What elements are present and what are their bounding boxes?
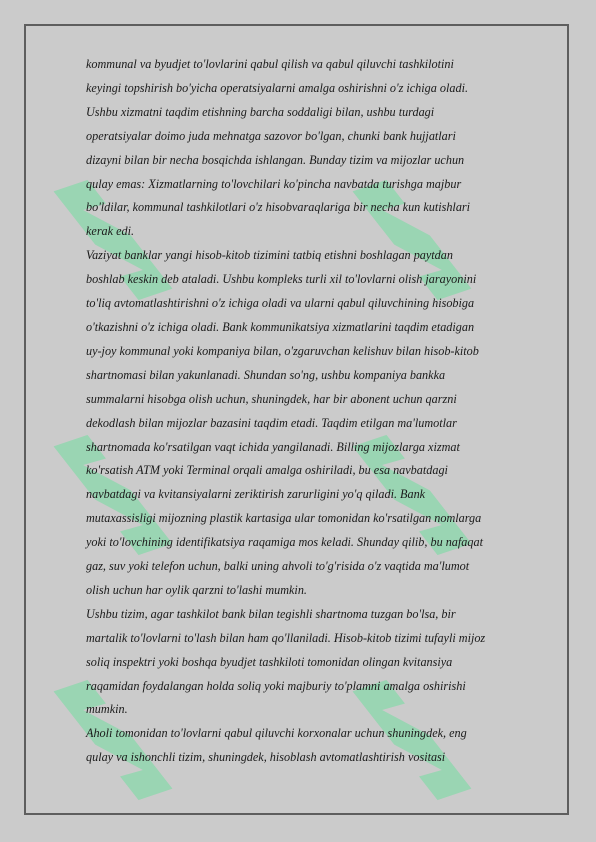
text-line: qulay va ishonchli tizim, shuningdek, hisoblash avtomatlashtirish vositasi [86,750,446,765]
text-line: ko'rsatish ATM yoki Terminal orqali amalga oshiriladi, bu esa navbatdagi [86,463,448,478]
text-line: boshlab keskin deb ataladi. Ushbu kompleks turli xil to'lovlarni olish jarayonini [86,272,477,287]
text-line: dekodlash bilan mijozlar bazasini taqdim etadi. Taqdim etilgan ma'lumotlar [86,415,457,430]
text-line: Aholi tomonidan to'lovlarni qabul qiluvchi korxonalar uchun shuningdek, eng [86,726,467,741]
text-line: Vaziyat banklar yangi hisob-kitob tizimini tatbiq etishni boshlagan paytdan [86,248,453,263]
text-line: uy-joy kommunal yoki kompaniya bilan, o'zgaruvchan kelishuv bilan hisob-kitob [86,343,479,358]
document-body [86,53,546,770]
text-line: shartnomasi bilan yakunlanadi. Shundan so'ng, ushbu kompaniya bankka [86,367,446,382]
text-line: dizayni bilan bir necha bosqichda ishlangan. Bunday tizim va mijozlar uchun [86,152,465,167]
text-line: shartnomada ko'rsatilgan vaqt ichida yangilanadi. Billing mijozlarga xizmat [86,439,460,454]
text-line: mutaxassisligi mijozning plastik kartasiga ular tomonidan ko'rsatilgan nomlarga [86,511,482,526]
text-line: kommunal va byudjet to'lovlarini qabul qilish va qabul qiluvchi tashkilotini [86,57,454,71]
text-line: raqamidan foydalangan holda soliq yoki majburiy to'plamni amalga oshirishi [86,678,466,693]
text-line: keyingi topshirish bo'yicha operatsiyalarni amalga oshirishni o'z ichiga oladi. [86,80,468,95]
text-line: navbatdagi va kvitansiyalarni zeriktirish zarurligini yo'q qiladi. Bank [86,487,426,502]
text-line: summalarni hisobga olish uchun, shuningdek, har bir abonent uchun qarzni [86,391,457,406]
text-line: to'liq avtomatlashtirishni o'z ichiga oladi va ularni qabul qiluvchining hisobiga [86,296,475,311]
text-line: yoki to'lovchining identifikatsiya raqamiga mos keladi. Shunday qilib, bu nafaqat [86,535,483,550]
text-line: olish uchun har oylik qarzni to'lashi mumkin. [86,582,307,597]
text-line: qulay emas: Xizmatlarning to'lovchilari ko'pincha navbatda turishga majbur [86,176,462,191]
text-line: kerak edi. [86,224,135,239]
text-line: gaz, suv yoki telefon uchun, balki uning ahvoli to'g'risida o'z vaqtida ma'lumot [86,559,470,574]
text-line: Ushbu xizmatni taqdim etishning barcha soddaligi bilan, ushbu turdagi [86,104,435,119]
text-line: o'tkazishni o'z ichiga oladi. Bank kommunikatsiya xizmatlarini taqdim etadigan [86,319,475,334]
text-line: operatsiyalar doimo juda mehnatga sazovor bo'lgan, chunki bank hujjatlari [86,128,456,143]
text-line: Ushbu tizim, agar tashkilot bank bilan tegishli shartnoma tuzgan bo'lsa, bir [86,606,456,621]
text-line: bo'ldilar, kommunal tashkilotlari o'z hisobvaraqlariga bir necha kun kutishlari [86,200,471,215]
text-line: mumkin. [86,702,128,717]
text-line: soliq inspektri yoki boshqa byudjet tashkiloti tomonidan olingan kvitansiya [86,654,453,669]
text-line: martalik to'lovlarni to'lash bilan ham qo'llaniladi. Hisob-kitob tizimi tufayli mijoz [86,630,486,645]
